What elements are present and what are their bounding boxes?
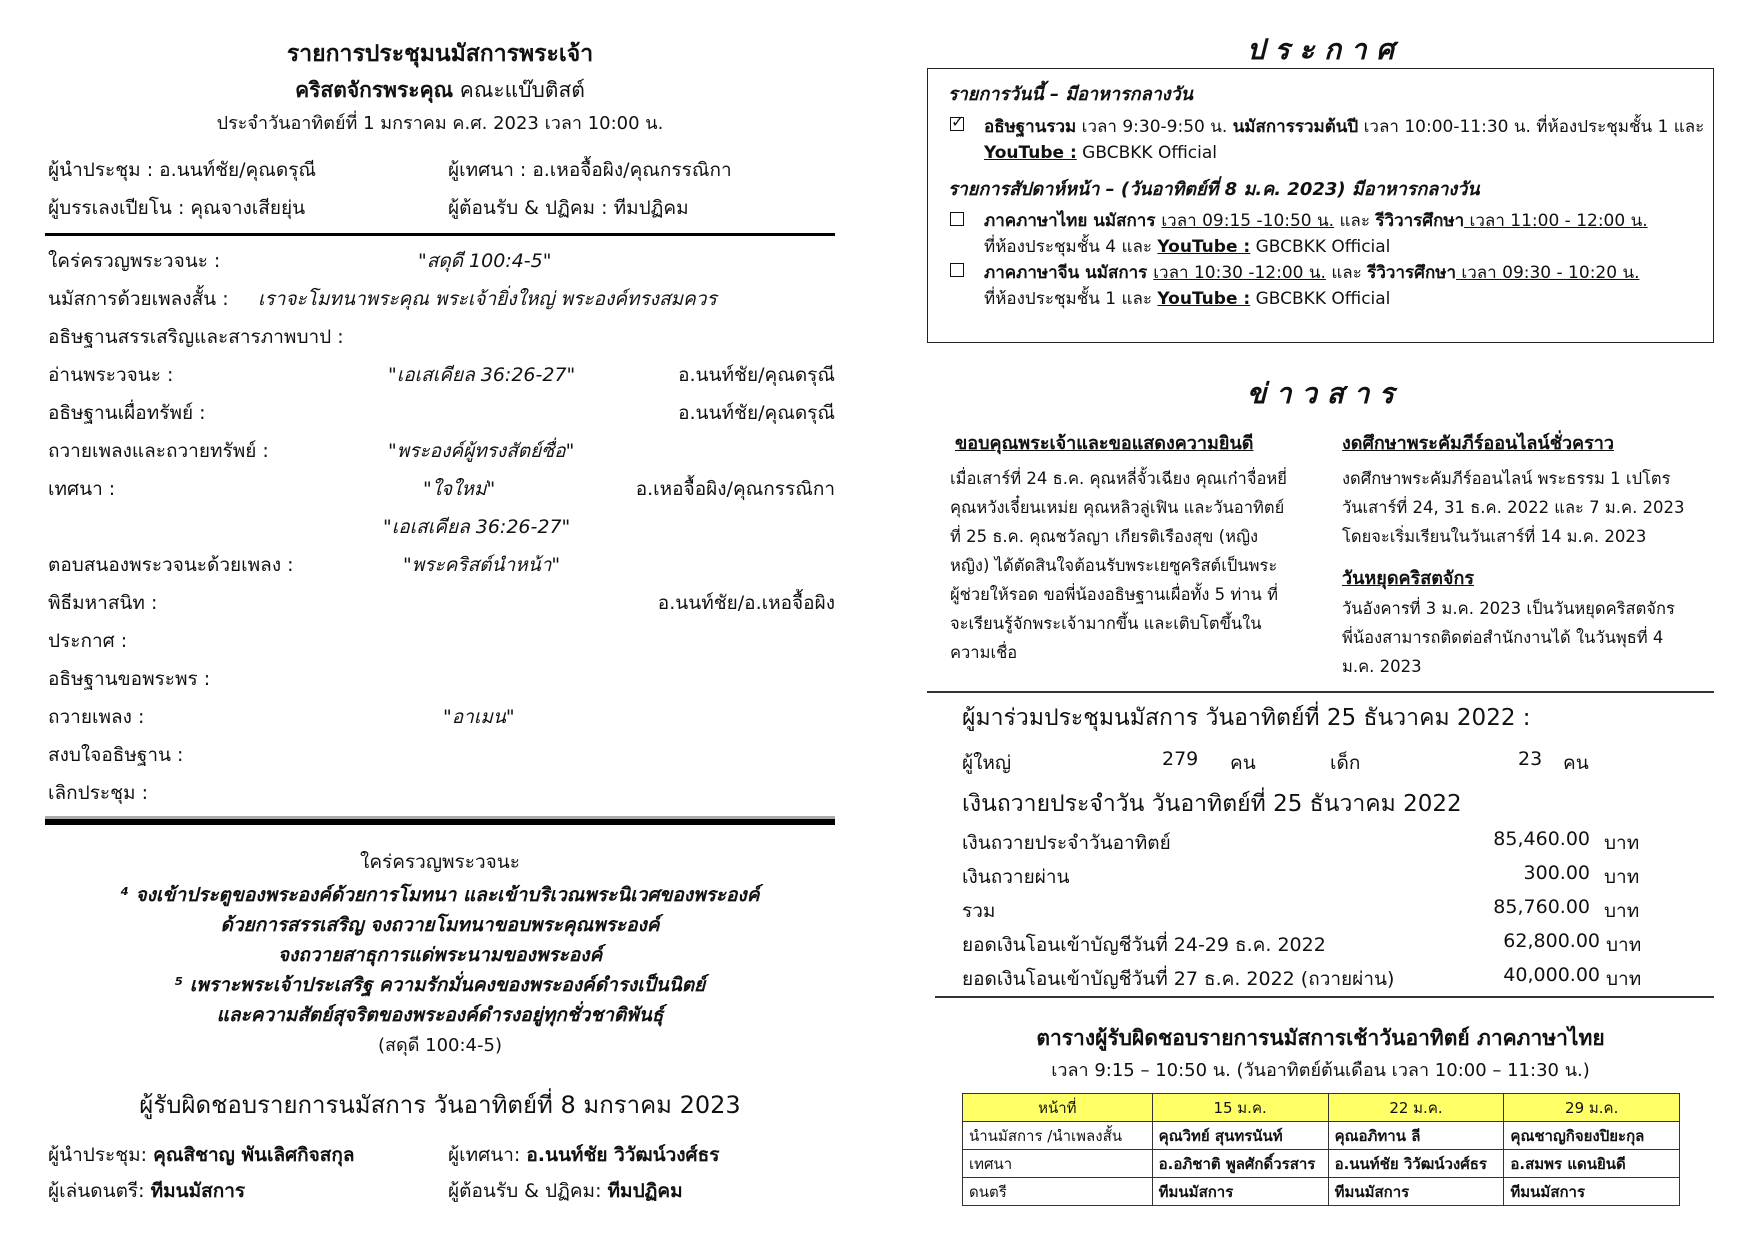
church-name-bold: คริสตจักรพระคุณ	[295, 78, 454, 102]
next-leader	[48, 1140, 355, 1170]
schedule-cell: คุณชาญกิจยงปิยะกุล	[1504, 1122, 1680, 1150]
offering-unit: บาท	[1606, 934, 1642, 956]
news-line: พี่น้องสามารถติดต่อสำนักงานได้ ในวันพุธที่ 4	[1342, 628, 1664, 647]
schedule-role: นำนมัสการ /นำเพลงสั้น	[963, 1122, 1153, 1150]
schedule-row	[963, 1122, 1680, 1150]
news-line: ผู้ช่วยให้รอด ขอพี่น้องอธิษฐานเผื่อทั้ง 5 ท่าน ที่	[950, 585, 1278, 604]
adults-unit: คน	[1230, 752, 1256, 774]
thai-lang: ภาคภาษาไทย	[984, 211, 1088, 231]
offering-amount: 85,460.00	[1493, 828, 1590, 850]
youtube-channel: GBCBKK Official	[1250, 237, 1391, 257]
church-name	[40, 74, 840, 107]
schedule-role: เทศนา	[963, 1150, 1153, 1178]
order-detail: "พระคริสต์นำหน้า"	[403, 554, 561, 576]
announcements-heading: ป ร ะ ก า ศ	[1246, 33, 1395, 66]
offering-unit: บาท	[1604, 900, 1640, 922]
order-label: นมัสการด้วยเพลงสั้น :	[48, 288, 229, 310]
order-detail: "ใจใหม่"	[423, 478, 496, 500]
thai-and: และ	[1334, 211, 1376, 231]
service-date: ประจำวันอาทิตย์ที่ 1 มกราคม ค.ศ. 2023 เวลา 10:00 น.	[216, 113, 664, 134]
order-label: พิธีมหาสนิท :	[48, 592, 158, 614]
next-greeters	[448, 1176, 683, 1206]
chinese-study-time: เวลา 09:30 - 10:20 น.	[1456, 263, 1640, 283]
next-music-name: ทีมนมัสการ	[150, 1180, 246, 1202]
schedule-cell: ทีมนมัสการ	[1152, 1178, 1328, 1206]
news-line: จะเรียนรู้จักพระเจ้ามากขึ้น และเติบโตขึ้นใน	[950, 614, 1262, 633]
verse-line: ด้วยการสรรเสริญ จงถวายโมทนาขอบพระคุณพระองค์	[220, 914, 660, 936]
chinese-worship: นมัสการ	[1079, 263, 1154, 283]
schedule-header-row	[963, 1094, 1680, 1122]
verse-line: ⁵ เพราะพระเจ้าประเสริฐ ความรักมั่นคงของพระองค์ดำรงเป็นนิตย์	[174, 974, 706, 996]
today-prayer-time: เวลา 9:30-9:50 น.	[1076, 117, 1233, 137]
schedule-header-cell: 22 ม.ค.	[1328, 1094, 1504, 1122]
service-leader: ผู้นำประชุม : อ.นนท์ชัย/คุณดรุณี	[48, 159, 317, 181]
service-preacher: ผู้เทศนา : อ.เหอจื้อผิง/คุณกรรณิกา	[448, 159, 732, 181]
youtube-channel: GBCBKK Official	[1076, 143, 1217, 163]
next-greeters-label: ผู้ต้อนรับ & ปฏิคม:	[448, 1180, 602, 1202]
chinese-service-line	[984, 259, 1639, 286]
order-person: อ.นนท์ชัย/คุณดรุณี	[678, 364, 835, 386]
schedule-header-cell: 29 ม.ค.	[1504, 1094, 1680, 1122]
attendance-title: ผู้มาร่วมประชุมนมัสการ วันอาทิตย์ที่ 25 ธันวาคม 2022 :	[962, 705, 1531, 731]
schedule-subtitle: เวลา 9:15 – 10:50 น. (วันอาทิตย์ต้นเดือน เวลา 10:00 – 11:30 น.)	[1051, 1060, 1590, 1081]
schedule-header-cell: หน้าที่	[963, 1094, 1153, 1122]
next-preacher	[448, 1140, 719, 1170]
thanks-title: ขอบคุณพระเจ้าและขอแสดงความยินดี	[955, 433, 1254, 454]
study-suspended-title: งดศึกษาพระคัมภีร์ออนไลน์ชั่วคราว	[1342, 433, 1614, 454]
next-week-announcement-title: รายการสัปดาห์หน้า – (วันอาทิตย์ที่ 8 ม.ค. 2023) มีอาหารกลางวัน	[948, 179, 1480, 200]
order-label: ถวายเพลงและถวายทรัพย์ :	[48, 440, 269, 462]
schedule-header-cell: 15 ม.ค.	[1152, 1094, 1328, 1122]
order-detail: "สดุดี 100:4-5"	[418, 250, 552, 272]
thai-worship-time: เวลา 09:15 -10:50 น.	[1161, 211, 1335, 231]
offering-label: เงินถวายประจำวันอาทิตย์	[962, 832, 1171, 854]
order-label: ถวายเพลง :	[48, 706, 145, 728]
chinese-and: และ	[1325, 263, 1368, 283]
chinese-room: ที่ห้องประชุมชั้น 1 และ	[984, 289, 1158, 309]
order-label: ประกาศ :	[48, 630, 128, 652]
next-leader-label: ผู้นำประชุม:	[48, 1144, 148, 1166]
next-greeters-name: ทีมปฏิคม	[607, 1180, 683, 1202]
today-line	[984, 113, 1704, 140]
order-label: อ่านพระวจนะ :	[48, 364, 174, 386]
thai-room: ที่ห้องประชุมชั้น 4 และ	[984, 237, 1158, 257]
thai-checkbox[interactable]	[950, 212, 964, 226]
youtube-label[interactable]: YouTube :	[1157, 289, 1251, 309]
news-line: คุณหวังเจี๋ยนเหม่ย คุณหลิวลู่เฟิน และวันอาทิตย์	[950, 498, 1285, 517]
announcements-box	[927, 68, 1714, 343]
youtube-channel: GBCBKK Official	[1250, 289, 1391, 309]
schedule-row	[963, 1178, 1680, 1206]
thai-worship: นมัสการ	[1087, 211, 1162, 231]
study-suspended-body	[1342, 464, 1712, 551]
children-unit: คน	[1563, 752, 1589, 774]
news-line: ความเชื่อ	[950, 643, 1018, 662]
thai-service-line	[984, 207, 1648, 234]
today-title: รายการวันนี้ – มีอาหารกลางวัน	[948, 84, 1193, 105]
church-denomination: คณะแบ๊บติสต์	[459, 78, 585, 102]
adults-count: 279	[1162, 748, 1199, 770]
chinese-room-line	[984, 285, 1390, 312]
next-week-title: ผู้รับผิดชอบรายการนมัสการ วันอาทิตย์ที่ 8 มกราคม 2023	[139, 1091, 741, 1119]
news-line: เมื่อเสาร์ที่ 24 ธ.ค. คุณหลี่จั้วเฉียง คุณเก๋าจื่อหยี่	[950, 469, 1287, 488]
thai-room-line	[984, 233, 1390, 260]
offering-label: ยอดเงินโอนเข้าบัญชีวันที่ 24-29 ธ.ค. 2022	[962, 934, 1326, 956]
news-line: วันอังคารที่ 3 ม.ค. 2023 เป็นวันหยุดคริสตจักร	[1342, 599, 1675, 618]
news-heading: ข่ า ว ส า ร	[1246, 377, 1395, 410]
next-music	[48, 1176, 245, 1206]
children-count: 23	[1518, 748, 1543, 770]
next-preacher-label: ผู้เทศนา:	[448, 1144, 521, 1166]
news-line: หญิง) ได้ตัดสินใจต้อนรับพระเยซูคริสต์เป็นพระ	[950, 556, 1278, 575]
schedule-cell: อ.อภิชาติ พูลศักดิ์วรสาร	[1152, 1150, 1328, 1178]
today-youtube	[984, 143, 1217, 163]
offering-amount: 85,760.00	[1493, 896, 1590, 918]
schedule-row	[963, 1150, 1680, 1178]
order-label: สงบใจอธิษฐาน :	[48, 744, 184, 766]
order-detail: "เอเสเคียล 36:26-27"	[388, 364, 576, 386]
news-line: วันเสาร์ที่ 24, 31 ธ.ค. 2022 และ 7 ม.ค. 2023	[1342, 498, 1685, 517]
verse-line: และความสัตย์สุจริตของพระองค์ดำรงอยู่ทุกชั่วชาติพันธุ์	[216, 1004, 664, 1026]
schedule-role: ดนตรี	[963, 1178, 1153, 1206]
service-greeters: ผู้ต้อนรับ & ปฏิคม : ทีมปฏิคม	[448, 197, 689, 219]
next-preacher-name: อ.นนท์ชัย วิวัฒน์วงศ์ธร	[526, 1144, 720, 1166]
schedule-cell: อ.นนท์ชัย วิวัฒน์วงศ์ธร	[1328, 1150, 1504, 1178]
schedule-cell: คุณอภิทาน ลี	[1328, 1122, 1504, 1150]
service-pianist: ผู้บรรเลงเปียโน : คุณจางเสียยุ่น	[48, 197, 306, 219]
offering-label: เงินถวายผ่าน	[962, 866, 1070, 888]
holiday-body	[1342, 594, 1712, 681]
verse-line: ⁴ จงเข้าประตูของพระองค์ด้วยการโมทนา และเข้าบริเวณพระนิเวศของพระองค์	[120, 884, 760, 906]
news-line: โดยจะเริ่มเรียนในวันเสาร์ที่ 14 ม.ค. 2023	[1342, 527, 1647, 546]
children-label: เด็ก	[1330, 752, 1361, 774]
offering-amount: 300.00	[1523, 862, 1590, 884]
order-label: เทศนา :	[48, 478, 116, 500]
next-music-label: ผู้เล่นดนตรี:	[48, 1180, 145, 1202]
divider-attendance	[927, 691, 1714, 693]
bulletin-title: รายการประชุมนมัสการพระเจ้า	[286, 41, 594, 67]
chinese-study: รีวิวารศึกษา	[1367, 263, 1456, 283]
verse-line: จงถวายสาธุการแด่พระนามของพระองค์	[277, 944, 603, 966]
order-label: อธิษฐานเผื่อทรัพย์ :	[48, 402, 206, 424]
divider-schedule	[935, 996, 1714, 998]
offering-amount: 40,000.00	[1503, 964, 1600, 986]
today-checkbox[interactable]	[950, 117, 964, 131]
offering-unit: บาท	[1604, 832, 1640, 854]
adults-label: ผู้ใหญ่	[962, 752, 1012, 774]
order-detail: "อาเมน"	[443, 706, 515, 728]
thai-study-time: เวลา 11:00 - 12:00 น.	[1464, 211, 1648, 231]
schedule-cell: อ.สมพร แดนยินดี	[1504, 1150, 1680, 1178]
order-label: ใคร่ครวญพระวจนะ :	[48, 250, 221, 272]
today-worship-time: เวลา 10:00-11:30 น. ที่ห้องประชุมชั้น 1 และ	[1358, 117, 1705, 137]
youtube-label[interactable]: YouTube :	[984, 143, 1077, 163]
offering-label: รวม	[962, 900, 996, 922]
schedule-title: ตารางผู้รับผิดชอบรายการนมัสการเช้าวันอาทิตย์ ภาคภาษาไทย	[1036, 1026, 1605, 1050]
news-line: งดศึกษาพระคัมภีร์ออนไลน์ พระธรรม 1 เปโตร	[1342, 469, 1671, 488]
offering-label: ยอดเงินโอนเข้าบัญชีวันที่ 27 ธ.ค. 2022 (ถวายผ่าน)	[962, 968, 1395, 990]
thai-study: รีวิวารศึกษา	[1375, 211, 1465, 231]
divider-top	[45, 233, 835, 236]
news-line: ที่ 25 ธ.ค. คุณชวัลญา เกียรติเรืองสุข (หญิง	[950, 527, 1259, 546]
schedule-cell: คุณวิทย์ สุนทรนันท์	[1152, 1122, 1328, 1150]
youtube-label[interactable]: YouTube :	[1157, 237, 1251, 257]
order-person: อ.นนท์ชัย/อ.เหอจื้อผิง	[657, 592, 835, 614]
offering-amount: 62,800.00	[1503, 930, 1600, 952]
order-label: อธิษฐานสรรเสริญและสารภาพบาป :	[48, 326, 344, 348]
order-person: อ.เหอจื้อผิง/คุณกรรณิกา	[635, 478, 835, 500]
verse-reference: (สดุดี 100:4-5)	[378, 1035, 502, 1056]
chinese-lang: ภาคภาษาจีน	[984, 263, 1080, 283]
holiday-title: วันหยุดคริสตจักร	[1342, 568, 1475, 589]
divider-thick	[45, 816, 835, 825]
today-prayer: อธิษฐานรวม	[984, 117, 1077, 137]
offering-unit: บาท	[1606, 968, 1642, 990]
thanks-body	[950, 464, 1320, 667]
chinese-checkbox[interactable]	[950, 263, 964, 277]
schedule-cell: ทีมนมัสการ	[1328, 1178, 1504, 1206]
order-label: อธิษฐานขอพระพร :	[48, 668, 211, 690]
today-worship: นมัสการรวมต้นปี	[1232, 117, 1359, 137]
offering-unit: บาท	[1604, 866, 1640, 888]
order-detail: "พระองค์ผู้ทรงสัตย์ซื่อ"	[388, 440, 575, 462]
offering-title: เงินถวายประจำวัน วันอาทิตย์ที่ 25 ธันวาคม 2022	[962, 791, 1462, 817]
order-detail: เราจะโมทนาพระคุณ พระเจ้ายิ่งใหญ่ พระองค์ทรงสมควร	[258, 288, 717, 310]
order-label: ตอบสนองพระวจนะด้วยเพลง :	[48, 554, 294, 576]
chinese-worship-time: เวลา 10:30 -12:00 น.	[1153, 263, 1326, 283]
next-leader-name: คุณสิชาญ พันเลิศกิจสกุล	[153, 1144, 355, 1166]
meditation-title: ใคร่ครวญพระวจนะ	[360, 851, 520, 873]
order-label: เลิกประชุม :	[48, 782, 148, 804]
schedule-cell: ทีมนมัสการ	[1504, 1178, 1680, 1206]
order-detail: "เอเสเคียล 36:26-27"	[383, 516, 571, 538]
order-person: อ.นนท์ชัย/คุณดรุณี	[678, 402, 835, 424]
news-line: ม.ค. 2023	[1342, 657, 1422, 676]
schedule-table	[962, 1093, 1680, 1206]
